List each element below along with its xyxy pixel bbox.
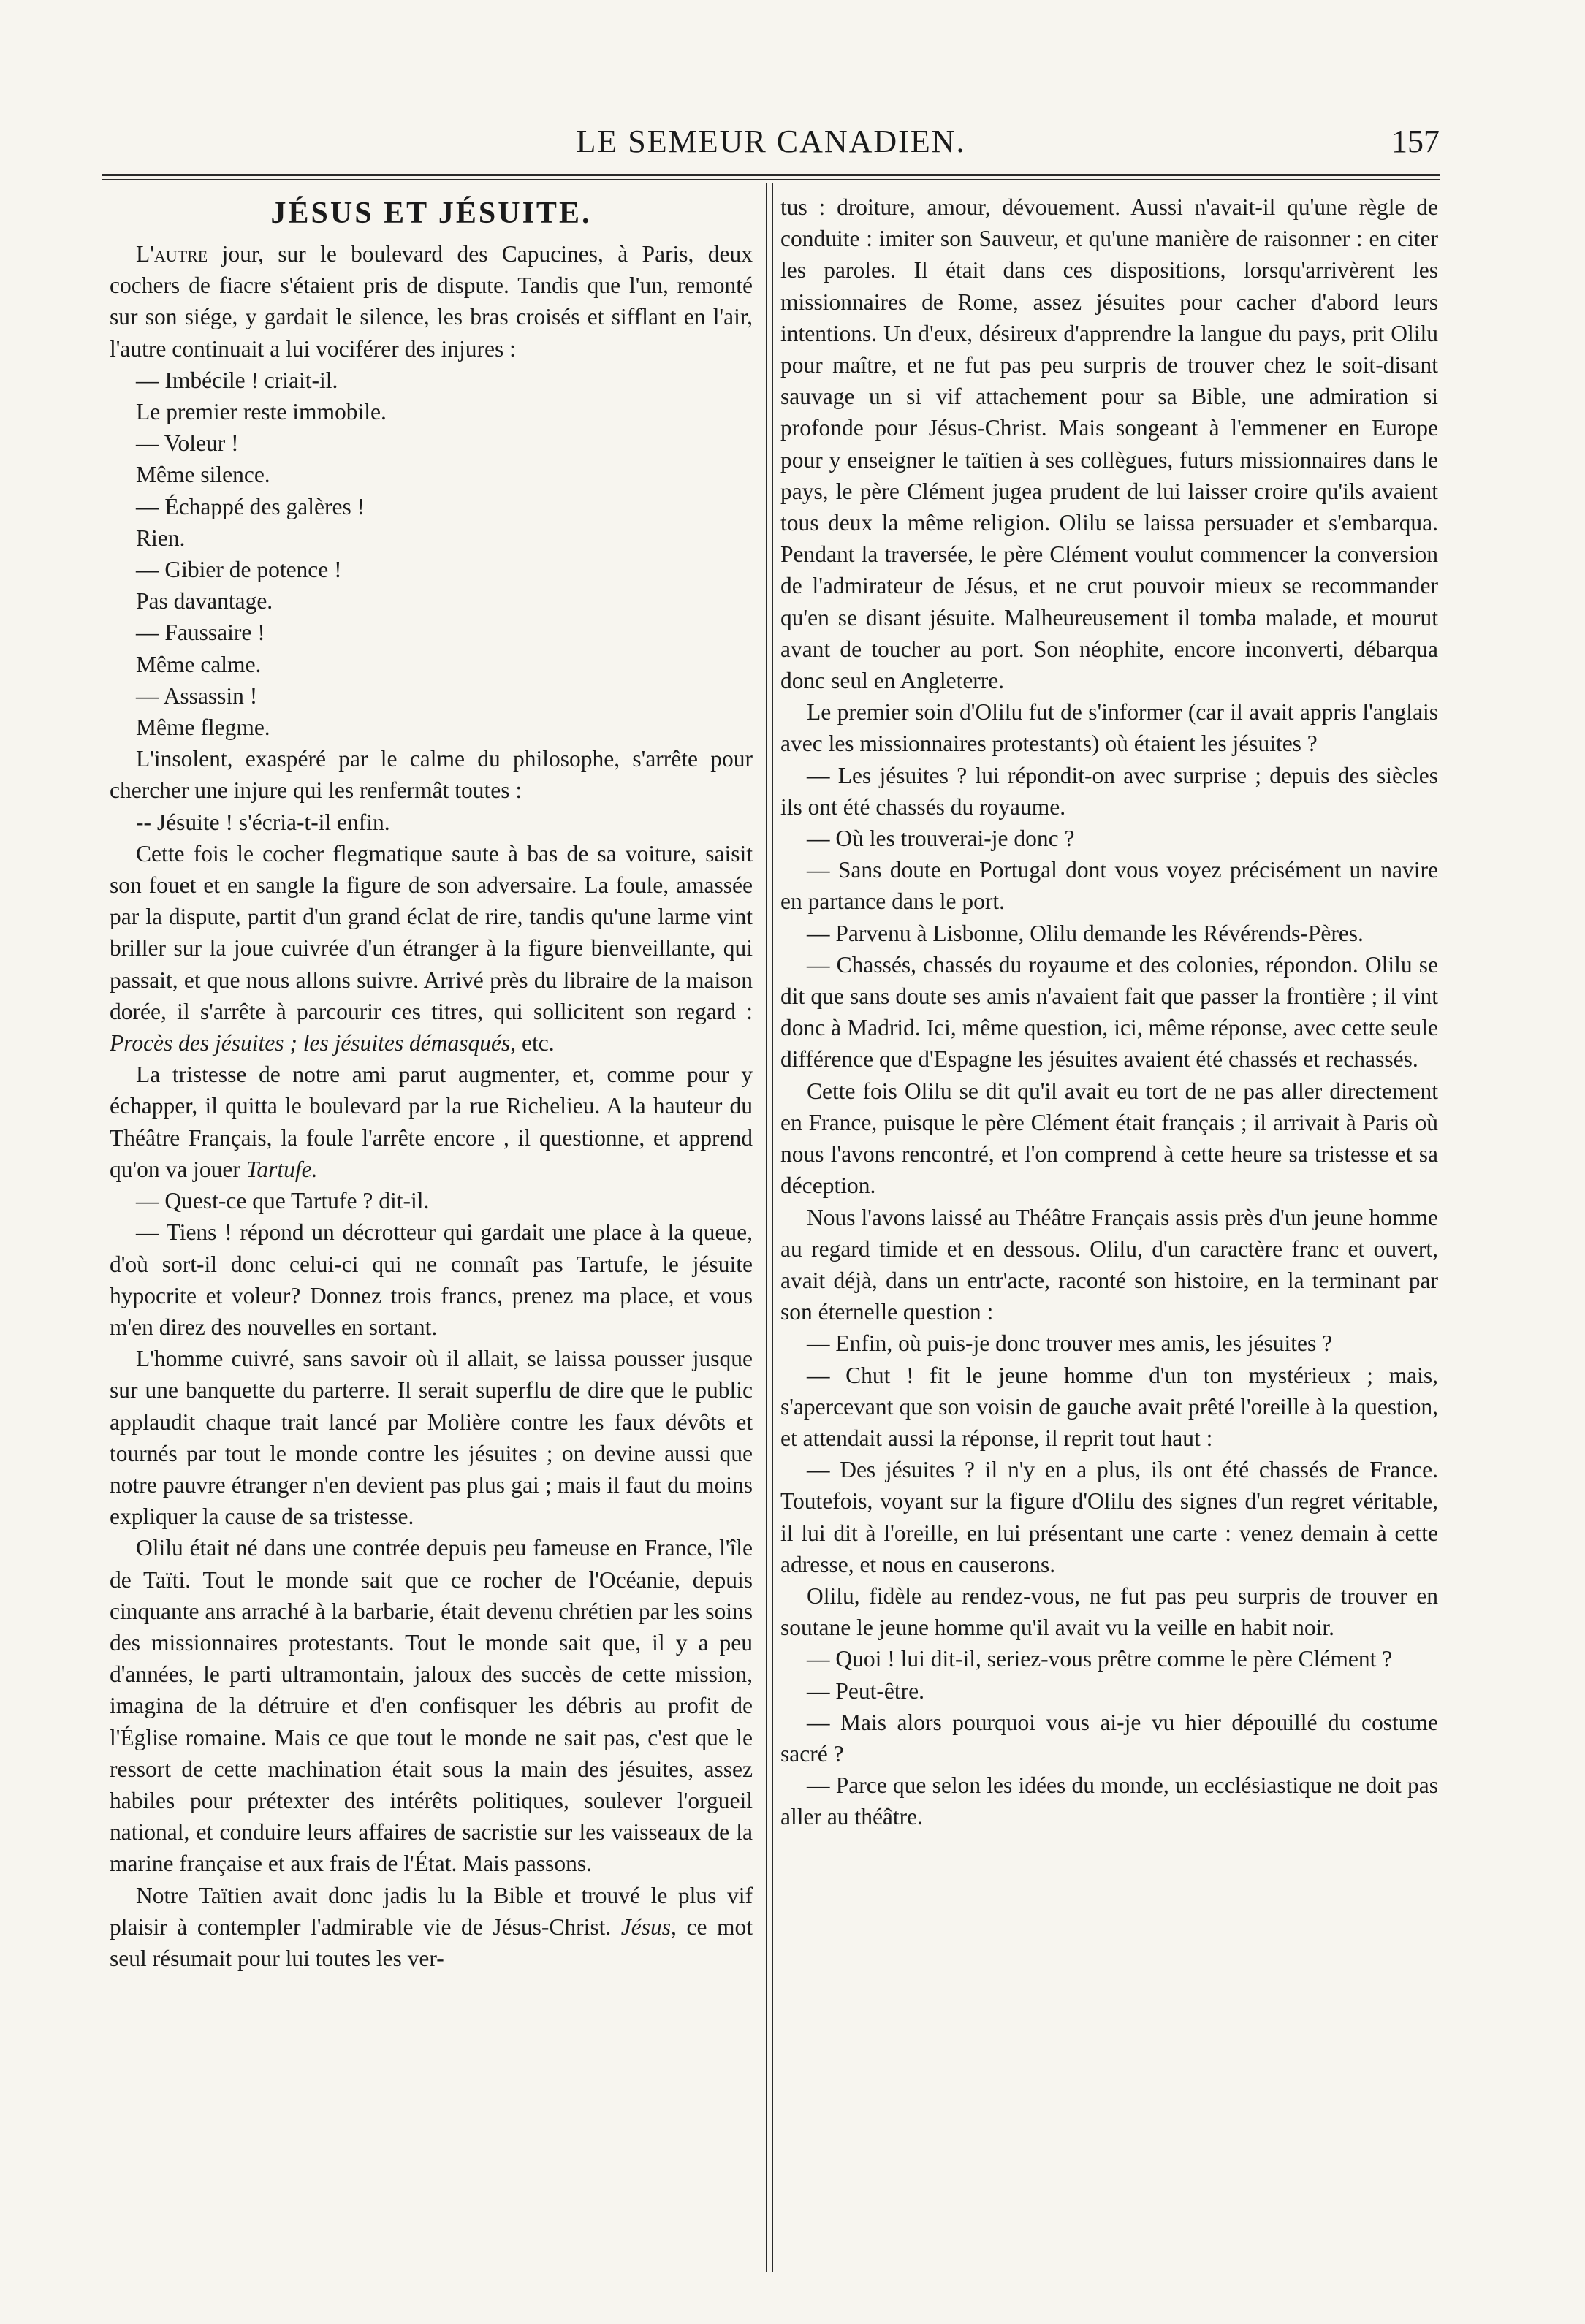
paragraph: [780, 1202, 1438, 1328]
paragraph: [780, 823, 1438, 854]
paragraph-text: — Gibier de potence !: [136, 557, 342, 583]
paragraph-text: -- Jésuite ! s'écria-t-il enfin.: [136, 809, 390, 835]
paragraph-text: — Voleur !: [136, 430, 239, 457]
paragraph-text: — Des jésuites ? il n'y en a plus, ils ont été chassés de France. Toutefois, voyant sur la figure d'Olilu des signes d'un regret véritable, il lui dit à l'oreille, en lui présentant une carte : venez demain à cette adresse, et nous en causerons.: [780, 1457, 1438, 1577]
paragraph-text: L'insolent, exaspéré par le calme du philosophe, s'arrête pour chercher une injure qui les renfermât toutes :: [110, 746, 753, 804]
paragraph-text: Même calme.: [136, 651, 262, 677]
paragraph-text: Cette fois Olilu se dit qu'il avait eu tort de ne pas aller directement en France, puisque le père Clément était français ; il arrivait à Paris où nous l'avons rencontré, et l'on comprend à cette heure sa tristesse et sa déception.: [780, 1078, 1438, 1199]
paragraph: [110, 680, 753, 712]
paragraph: [110, 365, 753, 396]
paragraph: [110, 554, 753, 585]
paragraph-text: — Échappé des galères !: [136, 493, 365, 519]
paragraph: [110, 807, 753, 838]
paragraph-text: Cette fois le cocher flegmatique saute à bas de sa voiture, saisit son fouet et en sangle la figure de son adversaire. La foule, amassée par la dispute, partit d'un grand éclat de rire, tandis qu'une larme vint briller sur la joue cuivrée d'un étranger à la figure bienveillante, qui passait, et que nous allons suivre. Arrivé près du libraire de la maison dorée, il s'arrête à parcourir ces titres, qui sollicitent son regard :: [110, 840, 753, 1024]
paragraph-text: Même flegme.: [136, 715, 270, 741]
header-rule: [102, 174, 1440, 180]
left-column: [110, 191, 753, 2266]
paragraph-text: Olilu, fidèle au rendez-vous, ne fut pas peu surpris de trouver en soutane le jeune homme qu'il avait vu la veille en habit noir.: [780, 1582, 1438, 1641]
paragraph-text: — Mais alors pourquoi vous ai-je vu hier dépouillé du costume sacré ?: [780, 1709, 1438, 1767]
italic-text: Tartufe.: [246, 1156, 318, 1182]
paragraph: [110, 1185, 753, 1216]
paragraph-text: — Imbécile ! criait-il.: [136, 367, 338, 393]
paragraph-text-after: etc.: [516, 1030, 555, 1056]
paragraph-text: — Où les trouverai-je donc ?: [807, 826, 1075, 852]
paragraph-text: — Assassin !: [136, 682, 258, 709]
paragraph: [110, 1532, 753, 1879]
paragraph: [780, 1769, 1438, 1832]
paragraph-text: — Parce que selon les idées du monde, un ecclésiastique ne doit pas aller au théâtre.: [780, 1772, 1438, 1830]
paragraph-text: jour, sur le boulevard des Capucines, à Paris, deux cochers de fiacre s'étaient pris de dispute. Tandis que l'un, remonté sur son siége, y gardait le silence, les bras croisés et sifflant en l'air, l'autre continuait a lui vociférer des injures :: [110, 241, 753, 362]
paragraph-text: — Quest-ce que Tartufe ? dit-il.: [136, 1188, 430, 1214]
paragraph-text: — Parvenu à Lisbonne, Olilu demande les Révérends-Pères.: [807, 920, 1364, 946]
running-title: LE SEMEUR CANADIEN.: [576, 123, 966, 159]
paragraph-text: — Peut-être.: [807, 1677, 924, 1704]
paragraph-text: Nous l'avons laissé au Théâtre Français assis près d'un jeune homme au regard timide et en dessous. Olilu, d'un caractère franc et ouvert, avait déjà, dans un entr'acte, raconté son histoire, en la terminant par son éternelle question :: [780, 1204, 1438, 1325]
paragraph-text: — Chassés, chassés du royaume et des colonies, répondon. Olilu se dit que sans doute ses amis n'avaient fait que passer la frontière ; il vint donc à Madrid. Ici, même question, ici, même réponse, avec cette seule différence que d'Espagne les jésuites avaient été chassés et rechassés.: [780, 951, 1438, 1073]
paragraph: [110, 838, 753, 1059]
paragraph: [110, 743, 753, 806]
paragraph-text: Olilu était né dans une contrée depuis peu fameuse en France, l'île de Taïti. Tout le monde sait que ce rocher de l'Océanie, depuis cinquante ans arraché à la barbarie, était devenu chrétien par les soins des missionnaires protestants. Tout le monde sait que, il y a peu d'années, le parti ultramontain, jaloux des succès de cette mission, imagina de la détruire et d'en confisquer les débris au profit de l'Église romaine. Mais ce que tout le monde ne sait pas, c'est que le ressort de cette machination était sous la main des jésuites, assez habiles pour prétexter des intérêts politiques, soulever l'orgueil national, et conduire leurs affaires de sacristie sur les vaisseaux de la marine française et aux frais de l'État. Mais passons.: [110, 1535, 753, 1877]
paragraph-text: Notre Taïtien avait donc jadis lu la Bible et trouvé le plus vif plaisir à contempler l'admirable vie de Jésus-Christ.: [110, 1882, 753, 1940]
paragraph: [110, 585, 753, 617]
paragraph: [110, 491, 753, 522]
paragraph-lead: L'autre: [136, 241, 208, 267]
paragraph: [780, 1360, 1438, 1455]
paragraph: [780, 1675, 1438, 1707]
article-title: JÉSUS ET JÉSUITE.: [270, 197, 592, 230]
paragraph-text: L'homme cuivré, sans savoir où il allait, se laissa pousser jusque sur une banquette du parterre. Il serait superflu de dire que le public applaudit chaque trait lancé par Molière contre les faux dévôts et tournés par tout le monde contre les jésuites ; on devine aussi que notre pauvre étranger n'en devient pas plus gai ; mais il faut du moins expliquer la cause de sa tristesse.: [110, 1346, 753, 1530]
paragraph: [780, 1643, 1438, 1675]
paragraph-text: — Quoi ! lui dit-il, seriez-vous prêtre comme le père Clément ?: [807, 1646, 1393, 1672]
paragraph: [110, 396, 753, 427]
paragraph-text: Rien.: [136, 525, 186, 551]
paragraph: [110, 712, 753, 743]
paragraph: [780, 696, 1438, 759]
paragraph: [110, 522, 753, 554]
paragraph: [110, 1059, 753, 1185]
paragraph-text: tus : droiture, amour, dévouement. Aussi n'avait-il qu'une règle de conduite : imiter son Sauveur, et qu'une manière de raisonner : en citer les paroles. Il était dans ces dispositions, lorsqu'arrivèrent les missionnaires de Rome, assez jésuites pour cacher d'abord leurs intentions. Un d'eux, désireux d'apprendre la langue du pays, prit Olilu pour maître, et ne fut pas peu surpris de trouver chez le soit-disant sauvage un si vif attachement pour sa Bible, une admiration si profonde pour Jésus-Christ. Mais songeant à l'emmener en Europe pour y enseigner le taïtien à ses collègues, futurs missionnaires dans le pays, le père Clément jugea prudent de lui laisser croire qu'ils avaient tous deux la même religion. Olilu se laissa persuader et s'embarqua. Pendant la traversée, le père Clément voulut commencer la conversion de l'admirateur de Jésus, et ne crut pouvoir mieux se recommander qu'en se disant jésuite. Malheureusement il tomba malade, et mourut avant de toucher au port. Son néophite, encore inconverti, débarqua donc seul en Angleterre.: [780, 194, 1438, 694]
paragraph: [110, 427, 753, 459]
paragraph-text-after: ce mot seul résumait pour lui toutes les ver-: [110, 1913, 753, 1971]
paragraph: [780, 854, 1438, 917]
paragraph-text: — Enfin, où puis-je donc trouver mes amis, les jésuites ?: [807, 1330, 1333, 1357]
page-header: [102, 110, 1440, 168]
column-divider: [766, 183, 773, 2272]
paragraph: [110, 617, 753, 648]
paragraph: [780, 1327, 1438, 1359]
paragraph-text: Le premier soin d'Olilu fut de s'informer (car il avait appris l'anglais avec les missionnaires protestants) où étaient les jésuites ?: [780, 699, 1438, 757]
paragraph: [780, 1580, 1438, 1643]
paragraph: [780, 1707, 1438, 1769]
paragraph: [110, 649, 753, 680]
paragraph-text: Le premier reste immobile.: [136, 399, 387, 425]
paragraph: [780, 1075, 1438, 1202]
paragraph: [780, 949, 1438, 1075]
paragraph: [110, 1343, 753, 1532]
paragraph-text: — Faussaire !: [136, 620, 265, 646]
paragraph: [110, 1216, 753, 1343]
paragraph-text: — Chut ! fit le jeune homme d'un ton mystérieux ; mais, s'apercevant que son voisin de gauche avait prêté l'oreille à la question, et attendait aussi la réponse, il reprit tout haut :: [780, 1362, 1438, 1451]
page-number: 157: [1391, 123, 1440, 159]
paragraph: [780, 1454, 1438, 1580]
paragraph-text: Pas davantage.: [136, 588, 273, 614]
italic-text: Procès des jésuites ; les jésuites démasqués,: [110, 1030, 517, 1056]
paragraph-text: La tristesse de notre ami parut augmenter, et, comme pour y échapper, il quitta le boulevard par la rue Richelieu. A la hauteur du Théâtre Français, la foule l'arrête encore , il questionne, et apprend qu'on va jouer: [110, 1062, 753, 1182]
paragraph-text: Même silence.: [136, 462, 270, 488]
paragraph: [110, 238, 753, 365]
italic-text: Jésus,: [620, 1913, 677, 1940]
paragraph-text: — Sans doute en Portugal dont vous voyez précisément un navire en partance dans le port.: [780, 857, 1438, 915]
paragraph: [780, 760, 1438, 823]
right-column: [780, 191, 1438, 2266]
paragraph: [110, 1880, 753, 1975]
paragraph: [110, 459, 753, 490]
paragraph-text: — Les jésuites ? lui répondit-on avec surprise ; depuis des siècles ils ont été chassés du royaume.: [780, 762, 1438, 820]
paragraph: [780, 918, 1438, 949]
paragraph: [780, 191, 1438, 696]
paragraph-text: — Tiens ! répond un décrotteur qui gardait une place à la queue, d'où sort-il donc celui-ci qui ne connaît pas Tartufe, le jésuite hypocrite et voleur? Donnez trois francs, prenez ma place, et vous m'en direz des nouvelles en sortant.: [110, 1219, 753, 1340]
